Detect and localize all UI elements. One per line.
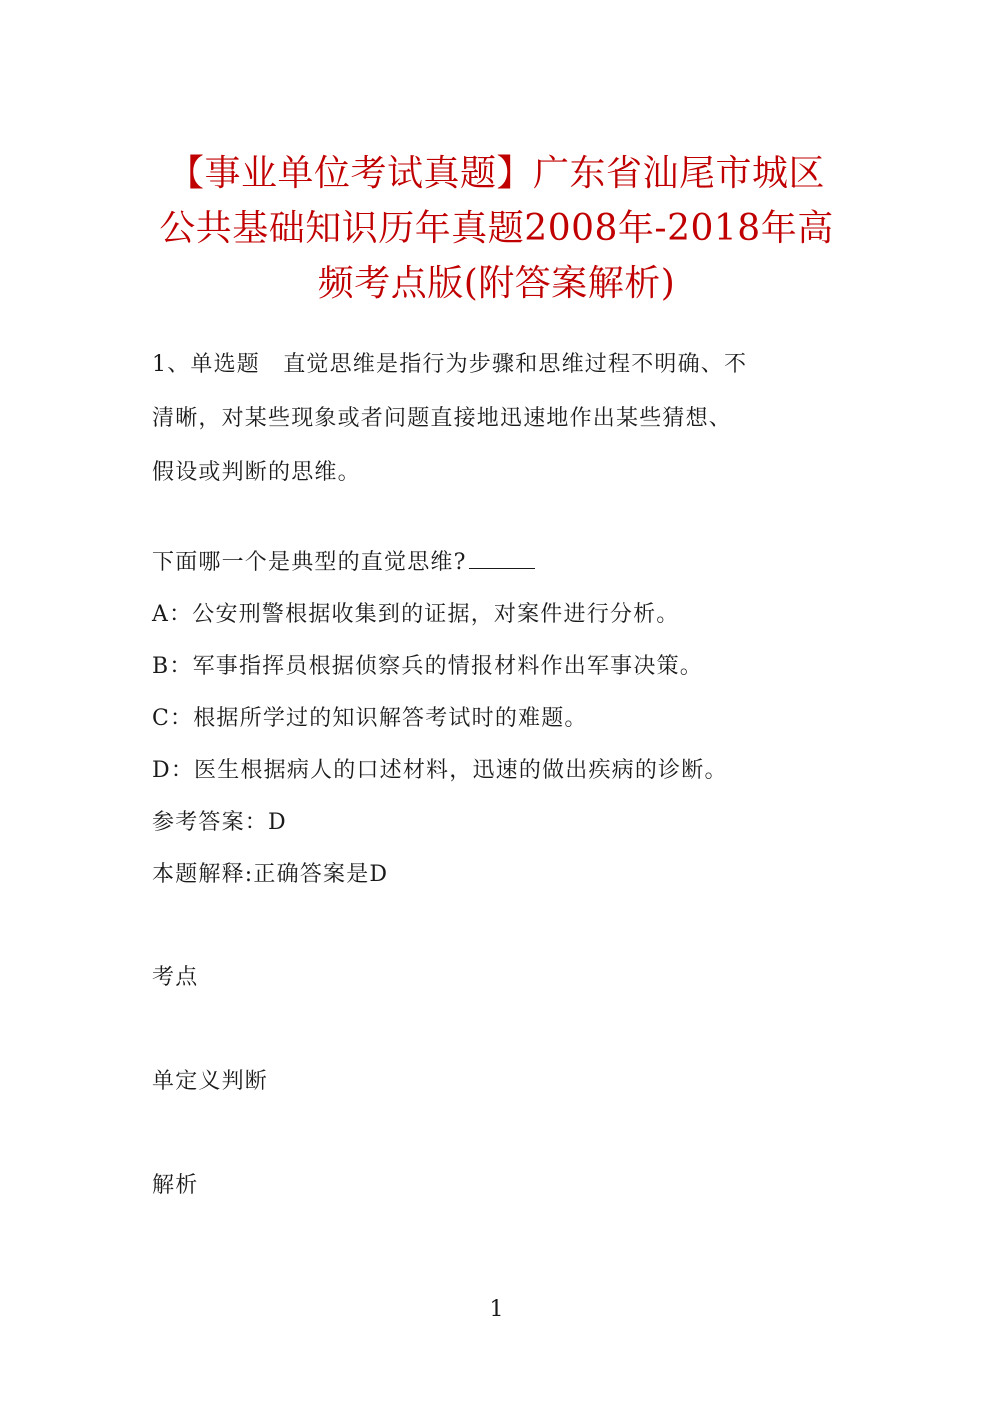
option-a: A：公安刑警根据收集到的证据，对案件进行分析。 <box>152 602 680 627</box>
question-intro-line-3: 假设或判断的思维。 <box>152 460 361 485</box>
reference-answer: 参考答案：D <box>152 810 287 835</box>
question-prompt <box>152 548 535 578</box>
question-prompt-text: 下面哪一个是典型的直觉思维? <box>152 550 467 575</box>
answer-blank <box>469 548 535 569</box>
page-number: 1 <box>489 1297 504 1322</box>
question-intro-line-1: 1、单选题 直觉思维是指行为步骤和思维过程不明确、不 <box>152 352 748 377</box>
option-b: B：军事指挥员根据侦察兵的情报材料作出军事决策。 <box>152 654 703 679</box>
title-line-3: 频考点版(附答案解析) <box>317 263 676 304</box>
document-title <box>150 146 843 311</box>
option-c: C：根据所学过的知识解答考试时的难题。 <box>152 706 588 731</box>
option-d: D：医生根据病人的口述材料，迅速的做出疾病的诊断。 <box>152 758 728 783</box>
title-line-2: 公共基础知识历年真题2008年-2018年高 <box>159 208 834 249</box>
section-single-definition: 单定义判断 <box>152 1069 269 1094</box>
section-kaodian: 考点 <box>152 965 199 990</box>
title-line-1: 【事业单位考试真题】广东省汕尾市城区 <box>167 153 825 194</box>
question-intro <box>152 338 842 500</box>
section-analysis: 解析 <box>152 1173 199 1198</box>
explanation: 本题解释:正确答案是D <box>152 862 389 887</box>
question-intro-line-2: 清晰，对某些现象或者问题直接地迅速地作出某些猜想、 <box>152 406 733 431</box>
